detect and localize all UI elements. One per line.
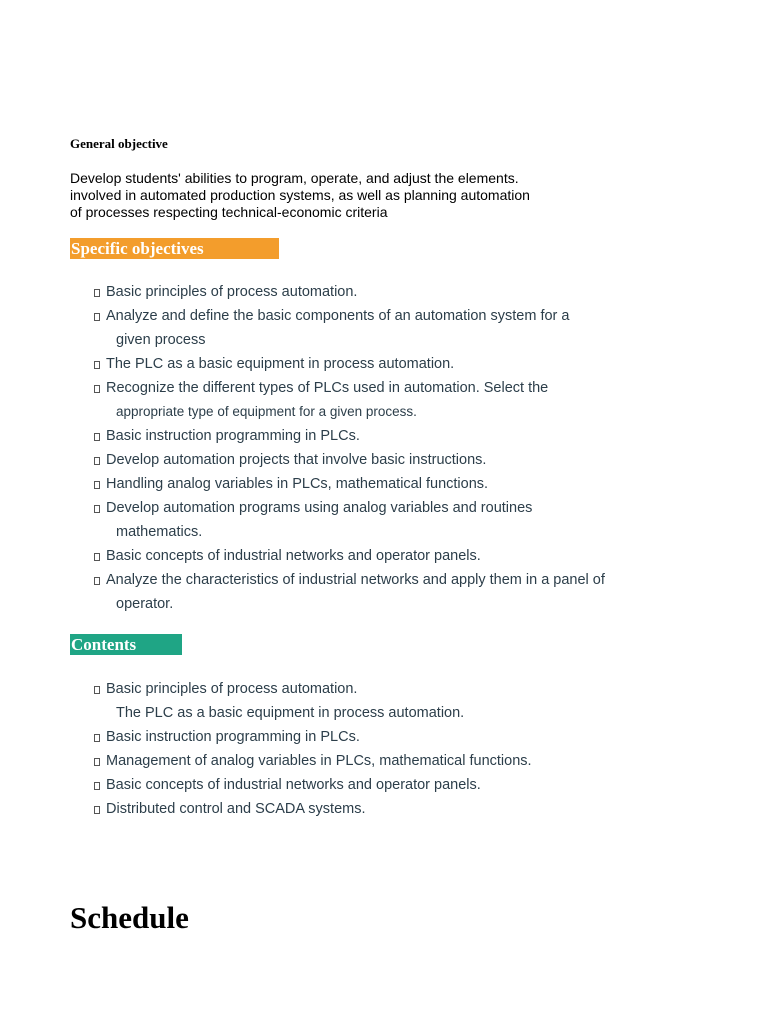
checkbox-bullet-icon (94, 505, 100, 513)
list-item (94, 797, 714, 821)
general-objective-line: Develop students' abilities to program, operate, and adjust the elements. (70, 170, 519, 186)
checkbox-bullet-icon (94, 577, 100, 585)
list-item (94, 352, 714, 376)
checkbox-bullet-icon (94, 481, 100, 489)
list-item (94, 280, 714, 304)
schedule-heading: Schedule (70, 900, 189, 935)
list-item-continuation: appropriate type of equipment for a given process. (116, 404, 417, 419)
checkbox-bullet-icon (94, 686, 100, 694)
list-item-text: Basic concepts of industrial networks and operator panels. (106, 548, 481, 564)
list-item (94, 496, 714, 544)
general-objective-line: of processes respecting technical-economic criteria (70, 204, 388, 220)
list-item-text: Basic principles of process automation. (106, 681, 358, 697)
list-item-text: Analyze the characteristics of industrial networks and apply them in a panel of (106, 572, 605, 588)
list-item-text: The PLC as a basic equipment in process automation. (106, 356, 455, 372)
list-item (94, 424, 714, 448)
specific-objectives-heading: Specific objectives (70, 238, 279, 259)
list-item-continuation: The PLC as a basic equipment in process automation. (116, 705, 465, 721)
checkbox-bullet-icon (94, 289, 100, 297)
checkbox-bullet-icon (94, 758, 100, 766)
list-item-text: Develop automation projects that involve basic instructions. (106, 452, 487, 468)
list-item-continuation: operator. (116, 596, 174, 612)
checkbox-bullet-icon (94, 433, 100, 441)
checkbox-bullet-icon (94, 553, 100, 561)
list-item-text: Handling analog variables in PLCs, mathematical functions. (106, 476, 489, 492)
checkbox-bullet-icon (94, 734, 100, 742)
list-item-text: Basic concepts of industrial networks and operator panels. (106, 777, 481, 793)
list-item (94, 376, 714, 424)
list-item-text: Management of analog variables in PLCs, mathematical functions. (106, 753, 532, 769)
list-item (94, 725, 714, 749)
list-item (94, 749, 714, 773)
checkbox-bullet-icon (94, 806, 100, 814)
general-objective-line: involved in automated production systems, as well as planning automation (70, 187, 530, 203)
checkbox-bullet-icon (94, 457, 100, 465)
list-item-text: Basic instruction programming in PLCs. (106, 729, 360, 745)
list-item (94, 568, 714, 616)
list-item (94, 677, 714, 725)
general-objective-text (70, 170, 630, 221)
list-item-continuation: mathematics. (116, 524, 203, 540)
specific-objectives-list (94, 280, 714, 616)
checkbox-bullet-icon (94, 385, 100, 393)
list-item-text: Analyze and define the basic components of an automation system for a (106, 308, 570, 324)
checkbox-bullet-icon (94, 313, 100, 321)
list-item (94, 304, 714, 352)
list-item-continuation: given process (116, 332, 206, 348)
contents-heading: Contents (70, 634, 182, 655)
list-item (94, 472, 714, 496)
list-item-text: Basic instruction programming in PLCs. (106, 428, 360, 444)
list-item-text: Develop automation programs using analog variables and routines (106, 500, 533, 516)
general-objective-heading: General objective (70, 136, 168, 151)
list-item (94, 544, 714, 568)
list-item-text: Distributed control and SCADA systems. (106, 801, 366, 817)
list-item-text: Recognize the different types of PLCs used in automation. Select the (106, 380, 549, 396)
checkbox-bullet-icon (94, 782, 100, 790)
list-item (94, 773, 714, 797)
list-item-text: Basic principles of process automation. (106, 284, 358, 300)
list-item (94, 448, 714, 472)
checkbox-bullet-icon (94, 361, 100, 369)
contents-list (94, 677, 714, 821)
